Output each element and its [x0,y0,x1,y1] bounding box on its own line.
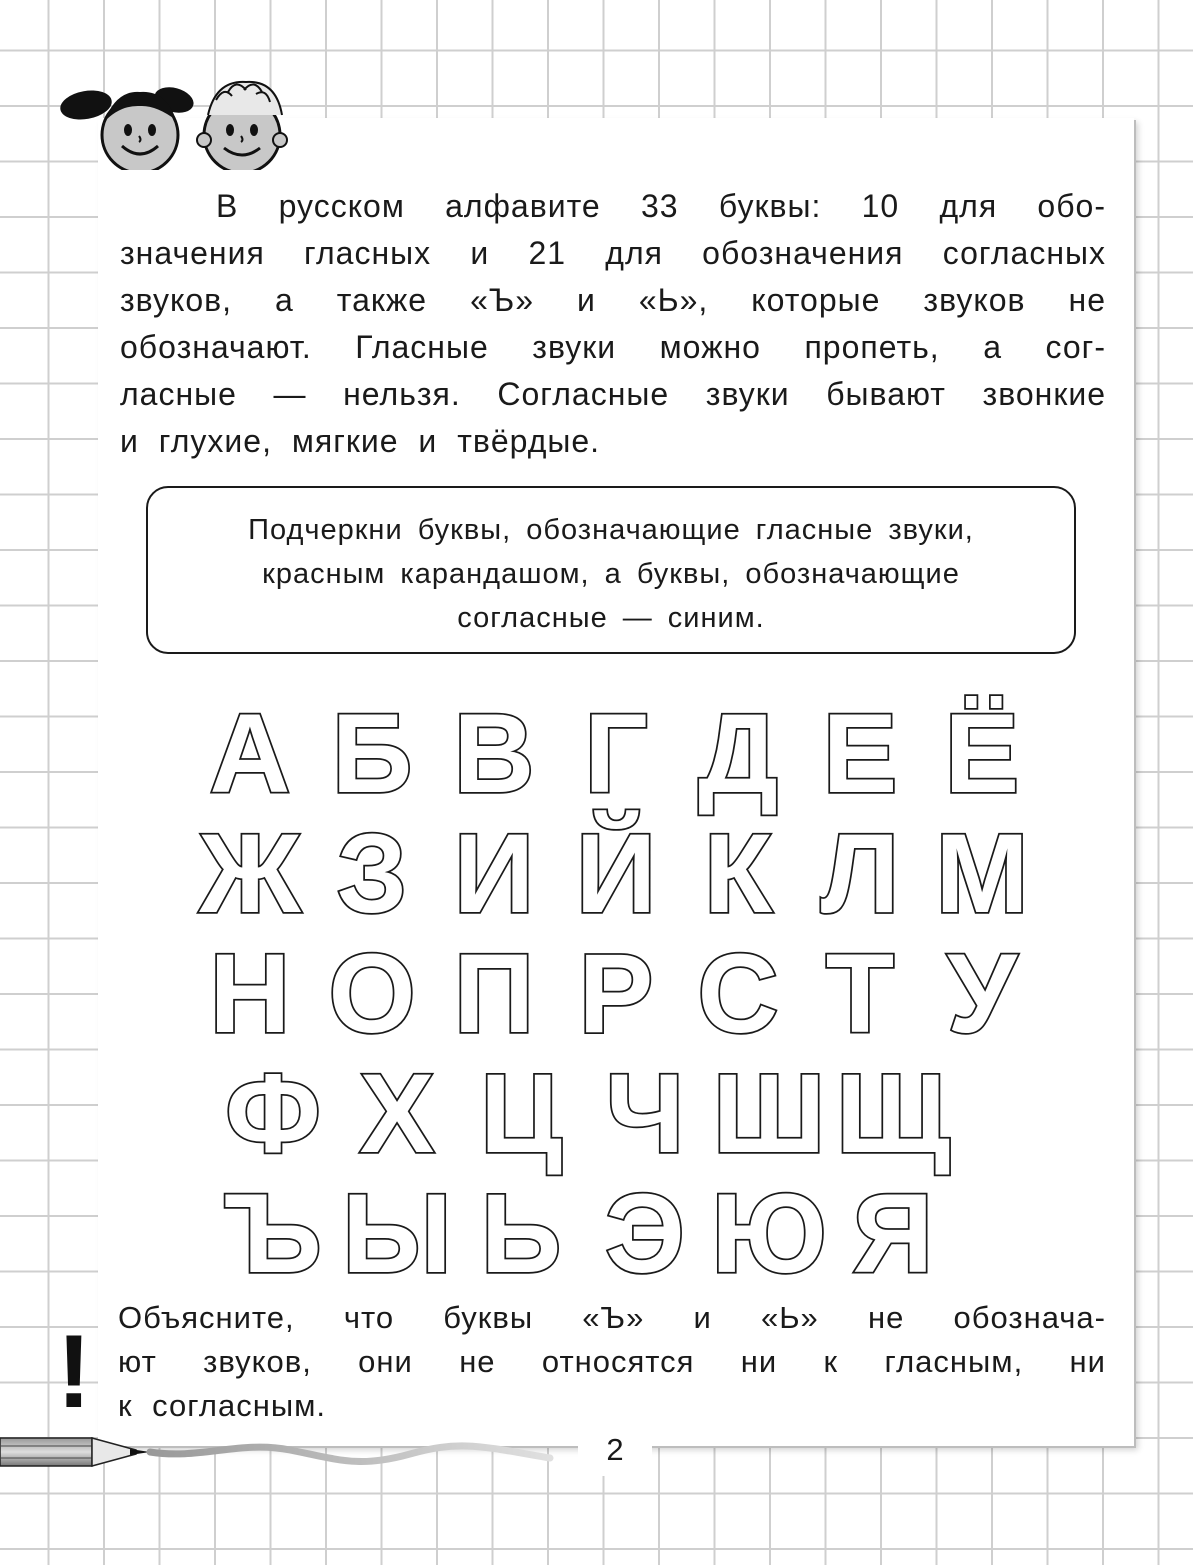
task-text [148,508,1074,640]
alphabet-letter: Д [698,691,778,816]
intro-line: звуков, а также «Ъ» и «Ь», которые звуков не [120,282,1106,318]
intro-paragraph [120,183,1106,465]
task-line: согласные — синим. [457,602,765,634]
alphabet-letter: Ъ [224,1171,322,1280]
task-box [146,486,1076,654]
intro-line: и глухие, мягкие и твёрдые. [120,423,601,459]
intro-line: В русском алфавите 33 буквы: 10 для обо- [216,188,1106,224]
kids-illustration [56,60,306,170]
alphabet-letter: Ч [605,1051,685,1176]
intro-line: ласные — нельзя. Согласные звуки бывают звонкие [120,376,1106,412]
alphabet-letter: П [453,931,535,1056]
alphabet-letter: А [209,691,291,816]
page-number-box [578,1424,652,1476]
alphabet-letter: К [703,811,773,936]
note-line: к согласным. [118,1388,327,1423]
alphabet-letter: Ё [944,691,1020,816]
alphabet-letter: Н [209,931,291,1056]
intro-line: значения гласных и 21 для обозначения согласных [120,235,1106,271]
alphabet-letter: У [947,931,1017,1056]
alphabet-letter: Х [359,1051,435,1176]
alphabet-letter: Т [825,931,895,1056]
alphabet-letter: Б [331,691,413,816]
alphabet-grid [150,680,1050,1280]
boy-face-icon [197,82,287,170]
alphabet-letter: Г [584,691,648,816]
alphabet-letter: Э [605,1171,685,1280]
alphabet-letter: Ц [480,1051,562,1176]
alphabet-letter: Ш [712,1051,826,1176]
task-line: красным карандашом, а буквы, обозначающие [262,558,960,590]
alphabet-letter: Й [575,811,657,936]
alphabet-letter: Ф [225,1051,321,1176]
alphabet-letter: Е [822,691,898,816]
alphabet-letter: Р [578,931,654,1056]
pencil-icon [0,1432,560,1492]
task-line: Подчеркни буквы, обозначающие гласные звуки, [248,514,974,546]
alphabet-letter: Я [852,1171,934,1280]
alphabet-letter: В [453,691,535,816]
alphabet-letter: Ж [199,811,301,936]
alphabet-letter: Ю [711,1171,827,1280]
alphabet-letter: С [697,931,779,1056]
alphabet-letter: Л [820,811,900,936]
alphabet-letter: О [328,931,416,1056]
alphabet-letter: Ь [480,1171,562,1280]
alphabet-letter: И [453,811,535,936]
alphabet-letter: З [336,811,408,936]
page-number: 2 [606,1432,624,1467]
note-line: ют звуков, они не относятся ни к гласным, ни [118,1344,1106,1379]
intro-line: обозначают. Гласные звуки можно пропеть, а сог- [120,329,1106,365]
alphabet-letter: Ы [342,1171,452,1280]
note-line: Объясните, что буквы «Ъ» и «Ь» не обознача- [118,1300,1106,1335]
teacher-note [118,1296,1106,1428]
alphabet-letter: Щ [835,1051,951,1176]
alphabet-letter: М [935,811,1029,936]
girl-face-icon [58,83,196,170]
exclamation-icon: ! [56,1314,92,1430]
